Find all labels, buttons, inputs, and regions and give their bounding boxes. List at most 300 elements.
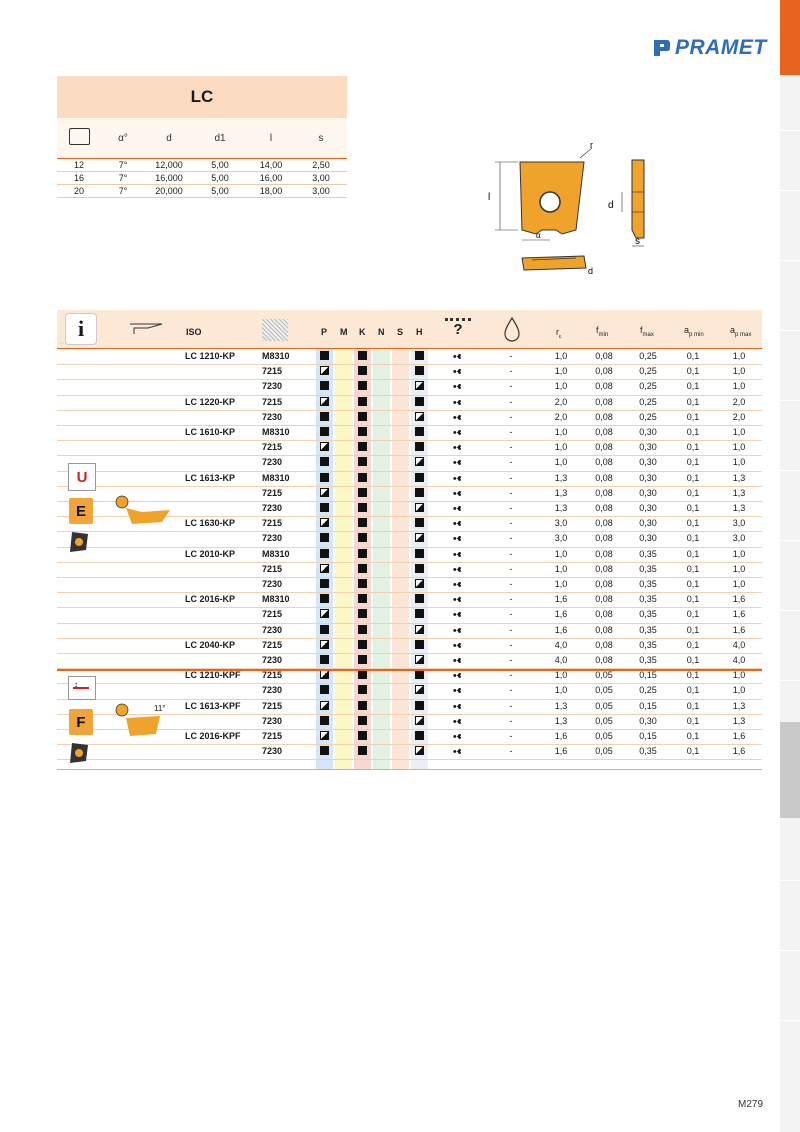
- apmin-value: 0,1: [686, 746, 700, 757]
- rc-value: 1,0: [554, 457, 568, 468]
- dim-label-r: r: [590, 140, 593, 150]
- coolant-value: -: [509, 655, 513, 665]
- coolant-value: -: [509, 518, 513, 529]
- suitability-h-icon: [415, 716, 424, 725]
- suitability-k-icon: [358, 442, 367, 451]
- chipbreaker-icon: ❣: [450, 534, 462, 544]
- insert-code: LC 1630-KP: [185, 518, 236, 529]
- header-fmax: $f_{max}$: [640, 325, 654, 338]
- chipbreaker-icon: ❣: [450, 352, 462, 361]
- fmin-value: 0,08: [595, 548, 613, 559]
- fmin-value: 0,05: [595, 746, 613, 757]
- coolant-value: -: [509, 351, 513, 361]
- dim-label-l: l: [488, 192, 491, 203]
- suitability-p-icon: [320, 442, 329, 451]
- suitability-p-icon: [320, 503, 329, 512]
- insert-code: LC 2010-KP: [185, 548, 236, 559]
- coolant-value: -: [509, 442, 513, 453]
- apmax-value: 1,0: [732, 351, 746, 361]
- rc-value: 1,3: [554, 472, 568, 483]
- grade-name: 7215: [262, 731, 283, 741]
- suitability-p-icon: [320, 685, 329, 694]
- fmax-value: 0,15: [639, 700, 657, 711]
- coolant-value: -: [509, 639, 513, 650]
- apmax-value: 4,0: [732, 655, 746, 665]
- suitability-k-icon: [358, 640, 367, 649]
- chipbreaker-icon: ❣: [450, 671, 462, 680]
- apmax-value: 2,0: [732, 411, 746, 422]
- apmin-value: 0,1: [686, 533, 700, 544]
- table-bottom-line: [57, 769, 762, 770]
- coolant-value: -: [509, 594, 513, 605]
- grade-name: M8310: [262, 548, 290, 559]
- suitability-h-icon: [415, 518, 424, 527]
- table-row: [57, 349, 762, 365]
- suitability-k-icon: [358, 397, 367, 406]
- u-chipbreaker-icon: U: [68, 463, 96, 491]
- apmin-value: 0,1: [686, 731, 700, 741]
- dim-label-d: d: [588, 266, 594, 276]
- rc-value: 1,3: [554, 487, 568, 498]
- dimension-cell: 7°: [118, 173, 128, 183]
- apmax-value: 1,0: [732, 442, 746, 453]
- grade-name: 7215: [262, 366, 283, 377]
- rc-value: 1,6: [554, 609, 568, 620]
- suitability-k-icon: [358, 503, 367, 512]
- fmax-value: 0,35: [639, 594, 657, 605]
- suitability-k-icon: [358, 594, 367, 603]
- header-iso: ISO: [186, 327, 202, 337]
- insert-drawing: [480, 140, 660, 280]
- grade-name: 7230: [262, 579, 283, 589]
- table-row: [57, 638, 762, 654]
- apmax-value: 1,6: [732, 746, 746, 757]
- apmin-value: 0,1: [686, 427, 700, 437]
- apmin-value: 0,1: [686, 715, 700, 726]
- suitability-h-icon: [415, 397, 424, 406]
- fmax-value: 0,30: [639, 472, 657, 483]
- grade-name: 7215: [262, 639, 283, 650]
- fmax-value: 0,30: [639, 442, 657, 453]
- chipbreaker-icon: ❣: [450, 519, 462, 528]
- suitability-h-icon: [415, 746, 424, 755]
- suitability-k-icon: [358, 427, 367, 436]
- fmax-value: 0,30: [639, 487, 657, 498]
- kp-profile-icon: [112, 494, 172, 528]
- suitability-h-icon: [415, 564, 424, 573]
- table-row: [57, 562, 762, 578]
- fmax-value: 0,35: [639, 548, 657, 559]
- dimension-table-title: LC: [57, 76, 347, 118]
- suitability-h-icon: [415, 427, 424, 436]
- apmax-value: 1,6: [732, 594, 746, 605]
- apmin-value: 0,1: [686, 442, 700, 453]
- dimension-cell: 18,00: [259, 186, 283, 196]
- chipbreaker-icon: ❣: [450, 473, 462, 483]
- chipbreaker-icon: ❣: [450, 717, 462, 726]
- header-apmax: $a_{p max}$: [730, 325, 752, 338]
- table-row: [57, 440, 762, 456]
- suitability-k-icon: [358, 564, 367, 573]
- coolant-value: -: [509, 396, 513, 407]
- suitability-h-icon: [415, 351, 424, 360]
- suitability-p-icon: [320, 549, 329, 558]
- fmin-value: 0,08: [595, 518, 613, 529]
- coolant-value: -: [509, 715, 513, 726]
- table-row: [57, 607, 762, 623]
- rc-value: 4,0: [554, 639, 568, 650]
- apmax-value: 1,0: [732, 563, 746, 574]
- apmin-value: 0,1: [686, 472, 700, 483]
- table-row: [57, 410, 762, 426]
- coolant-value: -: [509, 731, 513, 741]
- rc-value: 1,3: [554, 715, 568, 726]
- fmin-value: 0,08: [595, 563, 613, 574]
- fmin-value: 0,08: [595, 442, 613, 453]
- coolant-value: -: [509, 381, 513, 392]
- side-tab-strip: [780, 0, 800, 1132]
- insert-code: LC 2016-KPF: [185, 731, 241, 741]
- table-row: [57, 379, 762, 395]
- coolant-value: -: [509, 700, 513, 711]
- grade-name: 7215: [262, 670, 283, 681]
- suitability-k-icon: [358, 731, 367, 740]
- side-tab-active[interactable]: [780, 0, 800, 75]
- coolant-value: -: [509, 563, 513, 574]
- dimension-cell: 20,000: [155, 186, 183, 196]
- coolant-value: -: [509, 624, 513, 635]
- rc-value: 1,3: [554, 700, 568, 711]
- suitability-h-icon: [415, 442, 424, 451]
- fmax-value: 0,25: [639, 351, 657, 361]
- table-row: [57, 623, 762, 639]
- fmax-value: 0,30: [639, 715, 657, 726]
- chipbreaker-icon: ❣: [450, 732, 462, 741]
- suitability-p-icon: [320, 488, 329, 497]
- dimension-cell: 12: [73, 160, 84, 170]
- grade-name: M8310: [262, 472, 290, 483]
- insert-code: LC 1220-KP: [185, 396, 236, 407]
- fmin-value: 0,08: [595, 457, 613, 468]
- fmin-value: 0,08: [595, 639, 613, 650]
- table-row: [57, 364, 762, 380]
- insert-code: LC 1613-KP: [185, 472, 236, 483]
- suitability-k-icon: [358, 381, 367, 390]
- apmax-value: 1,0: [732, 579, 746, 589]
- page-number: M279: [738, 1099, 764, 1110]
- dim-header-l: l: [269, 132, 273, 144]
- fmax-value: 0,30: [639, 457, 657, 468]
- fmax-value: 0,35: [639, 639, 657, 650]
- suitability-h-icon: [415, 670, 424, 679]
- apmin-value: 0,1: [686, 366, 700, 377]
- grade-name: 7215: [262, 487, 283, 498]
- fmax-value: 0,25: [639, 685, 657, 696]
- fmin-value: 0,08: [595, 472, 613, 483]
- side-tab-section[interactable]: [780, 722, 800, 818]
- suitability-h-icon: [415, 609, 424, 618]
- header-s: S: [397, 327, 404, 337]
- apmax-value: 1,0: [732, 457, 746, 468]
- suitability-h-icon: [415, 412, 424, 421]
- fmin-value: 0,05: [595, 700, 613, 711]
- suitability-p-icon: [320, 366, 329, 375]
- dimension-cell: 5,00: [211, 173, 229, 183]
- grade-name: 7230: [262, 746, 283, 757]
- apmin-value: 0,1: [686, 579, 700, 589]
- suitability-p-icon: [320, 412, 329, 421]
- fmin-value: 0,08: [595, 609, 613, 620]
- insert-code: LC 1610-KP: [185, 427, 236, 437]
- apmax-value: 1,0: [732, 670, 746, 681]
- grade-name: 7230: [262, 457, 283, 468]
- rc-value: 3,0: [554, 518, 568, 529]
- fmax-value: 0,15: [639, 731, 657, 741]
- chipbreaker-icon: ❣: [450, 413, 462, 422]
- table-row: [57, 653, 762, 669]
- grade-name: M8310: [262, 427, 290, 437]
- question-icon: ?: [445, 318, 471, 345]
- suitability-k-icon: [358, 518, 367, 527]
- chipbreaker-icon: ❣: [450, 641, 462, 650]
- fmin-value: 0,08: [595, 579, 613, 589]
- fmin-value: 0,08: [595, 351, 613, 361]
- suitability-k-icon: [358, 366, 367, 375]
- dimension-cell: 16,00: [259, 173, 283, 183]
- suitability-k-icon: [358, 685, 367, 694]
- suitability-p-icon: [320, 625, 329, 634]
- grade-name: M8310: [262, 351, 290, 361]
- table-row: [57, 592, 762, 608]
- f-geometry-badge: F: [69, 709, 93, 735]
- coolant-value: -: [509, 609, 513, 620]
- fmin-value: 0,08: [595, 396, 613, 407]
- grade-name: 7215: [262, 518, 283, 529]
- table-row: [57, 531, 762, 547]
- suitability-k-icon: [358, 488, 367, 497]
- table-row: [57, 547, 762, 563]
- chipbreaker-icon: ❣: [450, 458, 462, 468]
- rc-value: 1,0: [554, 427, 568, 437]
- rc-value: 1,6: [554, 731, 568, 741]
- fmin-value: 0,05: [595, 715, 613, 726]
- chipbreaker-icon: ❣: [450, 489, 462, 498]
- suitability-h-icon: [415, 640, 424, 649]
- grade-name: 7230: [262, 381, 283, 392]
- suitability-p-icon: [320, 594, 329, 603]
- rc-value: 1,0: [554, 381, 568, 392]
- fmax-value: 0,30: [639, 427, 657, 437]
- apmax-value: 1,3: [732, 487, 746, 498]
- suitability-h-icon: [415, 594, 424, 603]
- suitability-h-icon: [415, 625, 424, 634]
- insert-size-icon: [69, 128, 90, 145]
- grade-name: 7215: [262, 396, 283, 407]
- grade-name: M8310: [262, 594, 290, 605]
- insert-code: LC 1210-KPF: [185, 670, 241, 681]
- apmin-value: 0,1: [686, 563, 700, 574]
- apmax-value: 3,0: [732, 518, 746, 529]
- apmin-value: 0,1: [686, 685, 700, 696]
- suitability-k-icon: [358, 579, 367, 588]
- apmax-value: 1,3: [732, 503, 746, 513]
- chipbreaker-icon: ❣: [450, 443, 462, 452]
- dimension-table-header: [57, 118, 347, 159]
- suitability-p-icon: [320, 351, 329, 360]
- fmax-value: 0,25: [639, 366, 657, 377]
- table-row: [57, 683, 762, 699]
- suitability-p-icon: [320, 518, 329, 527]
- fmax-value: 0,35: [639, 624, 657, 635]
- rc-value: 3,0: [554, 533, 568, 544]
- kpf-insert-icon: [66, 741, 92, 767]
- grade-name: 7230: [262, 715, 283, 726]
- suitability-k-icon: [358, 625, 367, 634]
- rc-value: 4,0: [554, 655, 568, 665]
- header-h: H: [416, 327, 423, 337]
- chipbreaker-icon: ❣: [450, 565, 462, 574]
- apmax-value: 3,0: [732, 533, 746, 544]
- grade-name: 7215: [262, 609, 283, 620]
- dim-header-d1: d1: [214, 132, 226, 144]
- suitability-p-icon: [320, 427, 329, 436]
- coolant-value: -: [509, 472, 513, 483]
- suitability-p-icon: [320, 701, 329, 710]
- suitability-h-icon: [415, 533, 424, 542]
- chipbreaker-icon: ❣: [450, 701, 462, 711]
- apmin-value: 0,1: [686, 609, 700, 620]
- grade-name: 7230: [262, 533, 283, 544]
- dim-label-s: s: [635, 236, 640, 247]
- dim-label-d1: d: [608, 200, 614, 211]
- dim-header-alpha: α°: [118, 132, 128, 144]
- pramet-logo-icon: [652, 38, 672, 58]
- chipbreaker-icon: ❣: [450, 428, 462, 437]
- suitability-h-icon: [415, 655, 424, 664]
- suitability-k-icon: [358, 473, 367, 482]
- rc-value: 1,6: [554, 746, 568, 757]
- insert-code: LC 2040-KP: [185, 639, 236, 650]
- apmin-value: 0,1: [686, 381, 700, 392]
- grade-name: 7230: [262, 624, 283, 635]
- rc-value: 1,0: [554, 366, 568, 377]
- fmax-value: 0,30: [639, 533, 657, 544]
- fmax-value: 0,30: [639, 503, 657, 513]
- grade-name: 7215: [262, 563, 283, 574]
- apmin-value: 0,1: [686, 670, 700, 681]
- suitability-h-icon: [415, 381, 424, 390]
- rc-value: 1,6: [554, 624, 568, 635]
- chipbreaker-icon: ❣: [450, 747, 462, 756]
- fmax-value: 0,30: [639, 518, 657, 529]
- apmax-value: 1,0: [732, 427, 746, 437]
- grade-name: 7215: [262, 442, 283, 453]
- dimension-row: [57, 159, 347, 172]
- suitability-k-icon: [358, 746, 367, 755]
- fmax-value: 0,35: [639, 655, 657, 665]
- apmax-value: 4,0: [732, 639, 746, 650]
- brand-name: PRAMET: [675, 36, 767, 59]
- suitability-h-icon: [415, 366, 424, 375]
- insert-code: LC 1210-KP: [185, 351, 236, 361]
- coolant-value: -: [509, 411, 513, 422]
- fmax-value: 0,25: [639, 396, 657, 407]
- suitability-p-icon: [320, 564, 329, 573]
- info-icon: i: [65, 313, 97, 345]
- suitability-h-icon: [415, 731, 424, 740]
- suitability-k-icon: [358, 533, 367, 542]
- dimension-cell: 20: [73, 186, 84, 196]
- dimension-cell: 5,00: [211, 186, 229, 196]
- dim-header-s: s: [318, 132, 324, 144]
- fmin-value: 0,08: [595, 487, 613, 498]
- suitability-h-icon: [415, 685, 424, 694]
- coolant-value: -: [509, 487, 513, 498]
- suitability-k-icon: [358, 609, 367, 618]
- dimension-cell: 5,00: [211, 160, 229, 170]
- chipbreaker-icon: ❣: [450, 625, 462, 635]
- grade-name: 7230: [262, 685, 283, 696]
- chipbreaker-icon: ❣: [450, 610, 462, 620]
- apmax-value: 1,6: [732, 609, 746, 620]
- fmin-value: 0,05: [595, 731, 613, 741]
- chipbreaker-icon: ❣: [450, 580, 462, 589]
- fmin-value: 0,05: [595, 685, 613, 696]
- apmax-value: 1,0: [732, 366, 746, 377]
- apmin-value: 0,1: [686, 700, 700, 711]
- fmin-value: 0,08: [595, 381, 613, 392]
- chipbreaker-icon: ❣: [450, 595, 462, 604]
- rc-value: 1,0: [554, 685, 568, 696]
- suitability-k-icon: [358, 549, 367, 558]
- apmax-value: 1,0: [732, 548, 746, 559]
- apmin-value: 0,1: [686, 655, 700, 665]
- dimension-cell: 12,000: [155, 160, 183, 170]
- apmin-value: 0,1: [686, 503, 700, 513]
- rc-value: 1,0: [554, 670, 568, 681]
- suitability-p-icon: [320, 670, 329, 679]
- rc-value: 1,6: [554, 594, 568, 605]
- fmin-value: 0,08: [595, 366, 613, 377]
- coolant-value: -: [509, 548, 513, 559]
- coolant-value: -: [509, 670, 513, 681]
- fmax-value: 0,15: [639, 670, 657, 681]
- suitability-p-icon: [320, 397, 329, 406]
- suitability-k-icon: [358, 716, 367, 725]
- chipbreaker-icon: ❣: [450, 656, 462, 665]
- apmax-value: 1,3: [732, 715, 746, 726]
- suitability-p-icon: [320, 746, 329, 755]
- apmin-value: 0,1: [686, 487, 700, 498]
- apmax-value: 2,0: [732, 396, 746, 407]
- insert-profile-icon: [128, 322, 164, 336]
- fmax-value: 0,35: [639, 746, 657, 757]
- dimension-cell: 7°: [118, 186, 128, 196]
- apmax-value: 1,3: [732, 472, 746, 483]
- coolant-value: -: [509, 366, 513, 377]
- header-m: M: [340, 327, 348, 337]
- rc-value: 1,0: [554, 548, 568, 559]
- apmin-value: 0,1: [686, 351, 700, 361]
- apmax-value: 1,0: [732, 685, 746, 696]
- apmin-value: 0,1: [686, 594, 700, 605]
- suitability-k-icon: [358, 670, 367, 679]
- dimension-cell: 2,50: [312, 160, 330, 170]
- apmax-value: 1,6: [732, 731, 746, 741]
- suitability-p-icon: [320, 381, 329, 390]
- fmax-value: 0,35: [639, 609, 657, 620]
- coolant-value: -: [509, 579, 513, 589]
